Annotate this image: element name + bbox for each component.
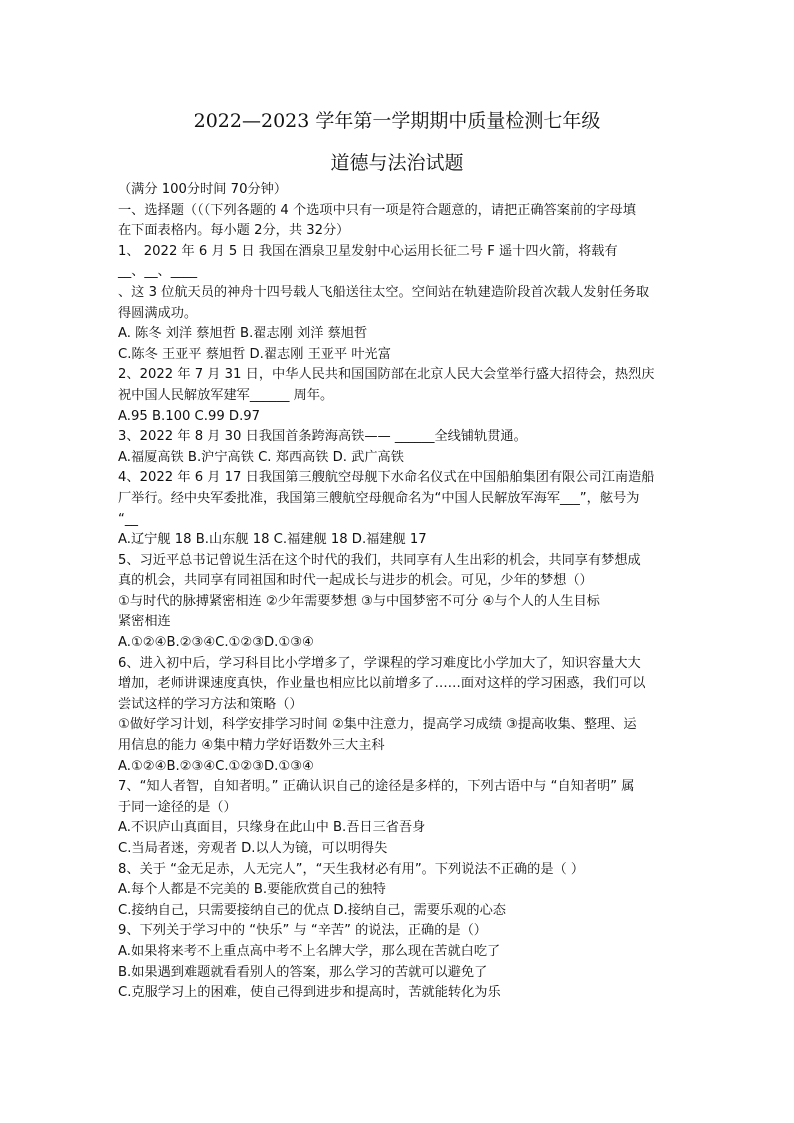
exam-subject: 道德与法治试题 — [330, 152, 464, 174]
question-2-cont: 祝中国人民解放军建军______ 周年。 — [118, 387, 334, 403]
question-8-options: C.接纳自己，只需要接纳自己的优点 D.接纳自己，需要乐观的心态 — [118, 902, 506, 918]
question-8: 8、关于 “金无足赤，人无完人”，“天生我材必有用”。下列说法不正确的是（ ） — [118, 861, 585, 877]
question-6-items: 用信息的能力 ④集中精力学好语数外三大主科 — [118, 738, 385, 754]
question-1-blanks: __、__、____ — [118, 264, 198, 280]
question-1-cont: 、这 3 位航天员的神舟十四号载人飞船送往太空。空间站在轨建造阶段首次载人发射任务取 — [118, 284, 650, 300]
question-1-options: C.陈冬 王亚平 蔡旭哲 D.翟志刚 王亚平 叶光富 — [118, 346, 391, 362]
question-9-option-a: A.如果将来考不上重点高中考不上名牌大学，那么现在苦就白吃了 — [118, 943, 501, 959]
question-9: 9、下列关于学习中的 “快乐” 与 “辛苦” 的说法，正确的是（） — [118, 923, 487, 939]
exam-title: 2022—2023 学年第一学期期中质量检测七年级 — [193, 110, 601, 132]
question-6-items: ①做好学习计划，科学安排学习时间 ②集中注意力，提高学习成绩 ③提高收集、整理、运 — [118, 717, 637, 733]
question-5-options: A.①②④B.②③④C.①②③D.①③④ — [118, 635, 314, 651]
question-3-options: A.福厦高铁 B.沪宁高铁 C. 郑西高铁 D. 武广高铁 — [118, 449, 404, 465]
question-6-cont: 增加，老师讲课速度真快，作业量也相应比以前增多了……面对这样的学习困惑，我们可以 — [118, 676, 646, 692]
question-6-cont: 尝试这样的学习方法和策略（） — [118, 696, 303, 712]
question-body — [118, 180, 684, 1004]
question-7: 7、“知人者智，自知者明。” 正确认识自己的途径是多样的，下列古语中与 “自知者明” 属 — [118, 779, 635, 795]
question-9-option-c: C.克服学习上的困难，使自己得到进步和提高时，苦就能转化为乐 — [118, 985, 501, 1001]
question-6-options: A.①②④B.②③④C.①②③D.①③④ — [118, 758, 314, 774]
question-4-cont: 厂举行。经中央军委批准，我国第三艘航空母舰命名为“中国人民解放军海军___”，舷号为 — [118, 490, 640, 506]
question-7-options: C.当局者迷，旁观者 D.以人为镜，可以明得失 — [118, 841, 388, 856]
score-time-note: （满分 100分时间 70分钟） — [118, 182, 288, 197]
question-3: 3、2022 年 8 月 30 日我国首条跨海高铁—— ______全线铺轨贯通。 — [118, 429, 527, 445]
question-2-options: A.95 B.100 C.99 D.97 — [118, 408, 261, 424]
question-2: 2、2022 年 7 月 31 日，中华人民共和国国防部在北京人民大会堂举行盛大招待会，热烈庆 — [118, 367, 655, 383]
question-5: 5、习近平总书记曾说生活在这个时代的我们，共同享有人生出彩的机会，共同享有梦想成 — [118, 552, 641, 568]
section-heading: 一、选择题（（（下列各题的 4 个选项中只有一项是符合题意的，请把正确答案前的字母填 — [118, 202, 636, 218]
question-4: 4、2022 年 6 月 17 日我国第三艘航空母舰下水命名仪式在中国船舶集团有限公司江南造船 — [118, 470, 655, 486]
question-7-cont: 于同一途径的是（） — [118, 799, 237, 815]
question-1: 1、 2022 年 6 月 5 日 我国在酒泉卫星发射中心运用长征二号 F 遥十四火箭，将载有 — [118, 243, 618, 259]
question-5-items: ①与时代的脉搏紧密相连 ②少年需要梦想 ③与中国梦密不可分 ④与个人的人生目标 — [118, 593, 600, 609]
question-5-items: 紧密相连 — [118, 614, 171, 630]
question-4-options: A.辽宁舰 18 B.山东舰 18 C.福建舰 18 D.福建舰 17 — [118, 532, 427, 548]
question-1-options: A. 陈冬 刘洋 蔡旭哲 B.翟志刚 刘洋 蔡旭哲 — [118, 326, 368, 342]
question-7-options: A.不识庐山真面目，只缘身在此山中 B.吾日三省吾身 — [118, 820, 426, 836]
section-heading-cont: 在下面表格内。每小题 2分，共 32分） — [118, 223, 350, 239]
question-5-cont: 真的机会，共同享有同祖国和时代一起成长与进步的机会。可见，少年的梦想（） — [118, 573, 593, 589]
question-6: 6、进入初中后，学习科目比小学增多了，学课程的学习难度比小学加大了，知识容量大大 — [118, 655, 641, 671]
question-4-cont: “__ — [118, 511, 139, 527]
question-8-options: A.每个人都是不完美的 B.要能欣赏自己的独特 — [118, 882, 386, 898]
question-9-option-b: B.如果遇到难题就看看别人的答案，那么学习的苦就可以避免了 — [118, 964, 488, 980]
question-1-cont: 得圆满成功。 — [118, 305, 198, 321]
